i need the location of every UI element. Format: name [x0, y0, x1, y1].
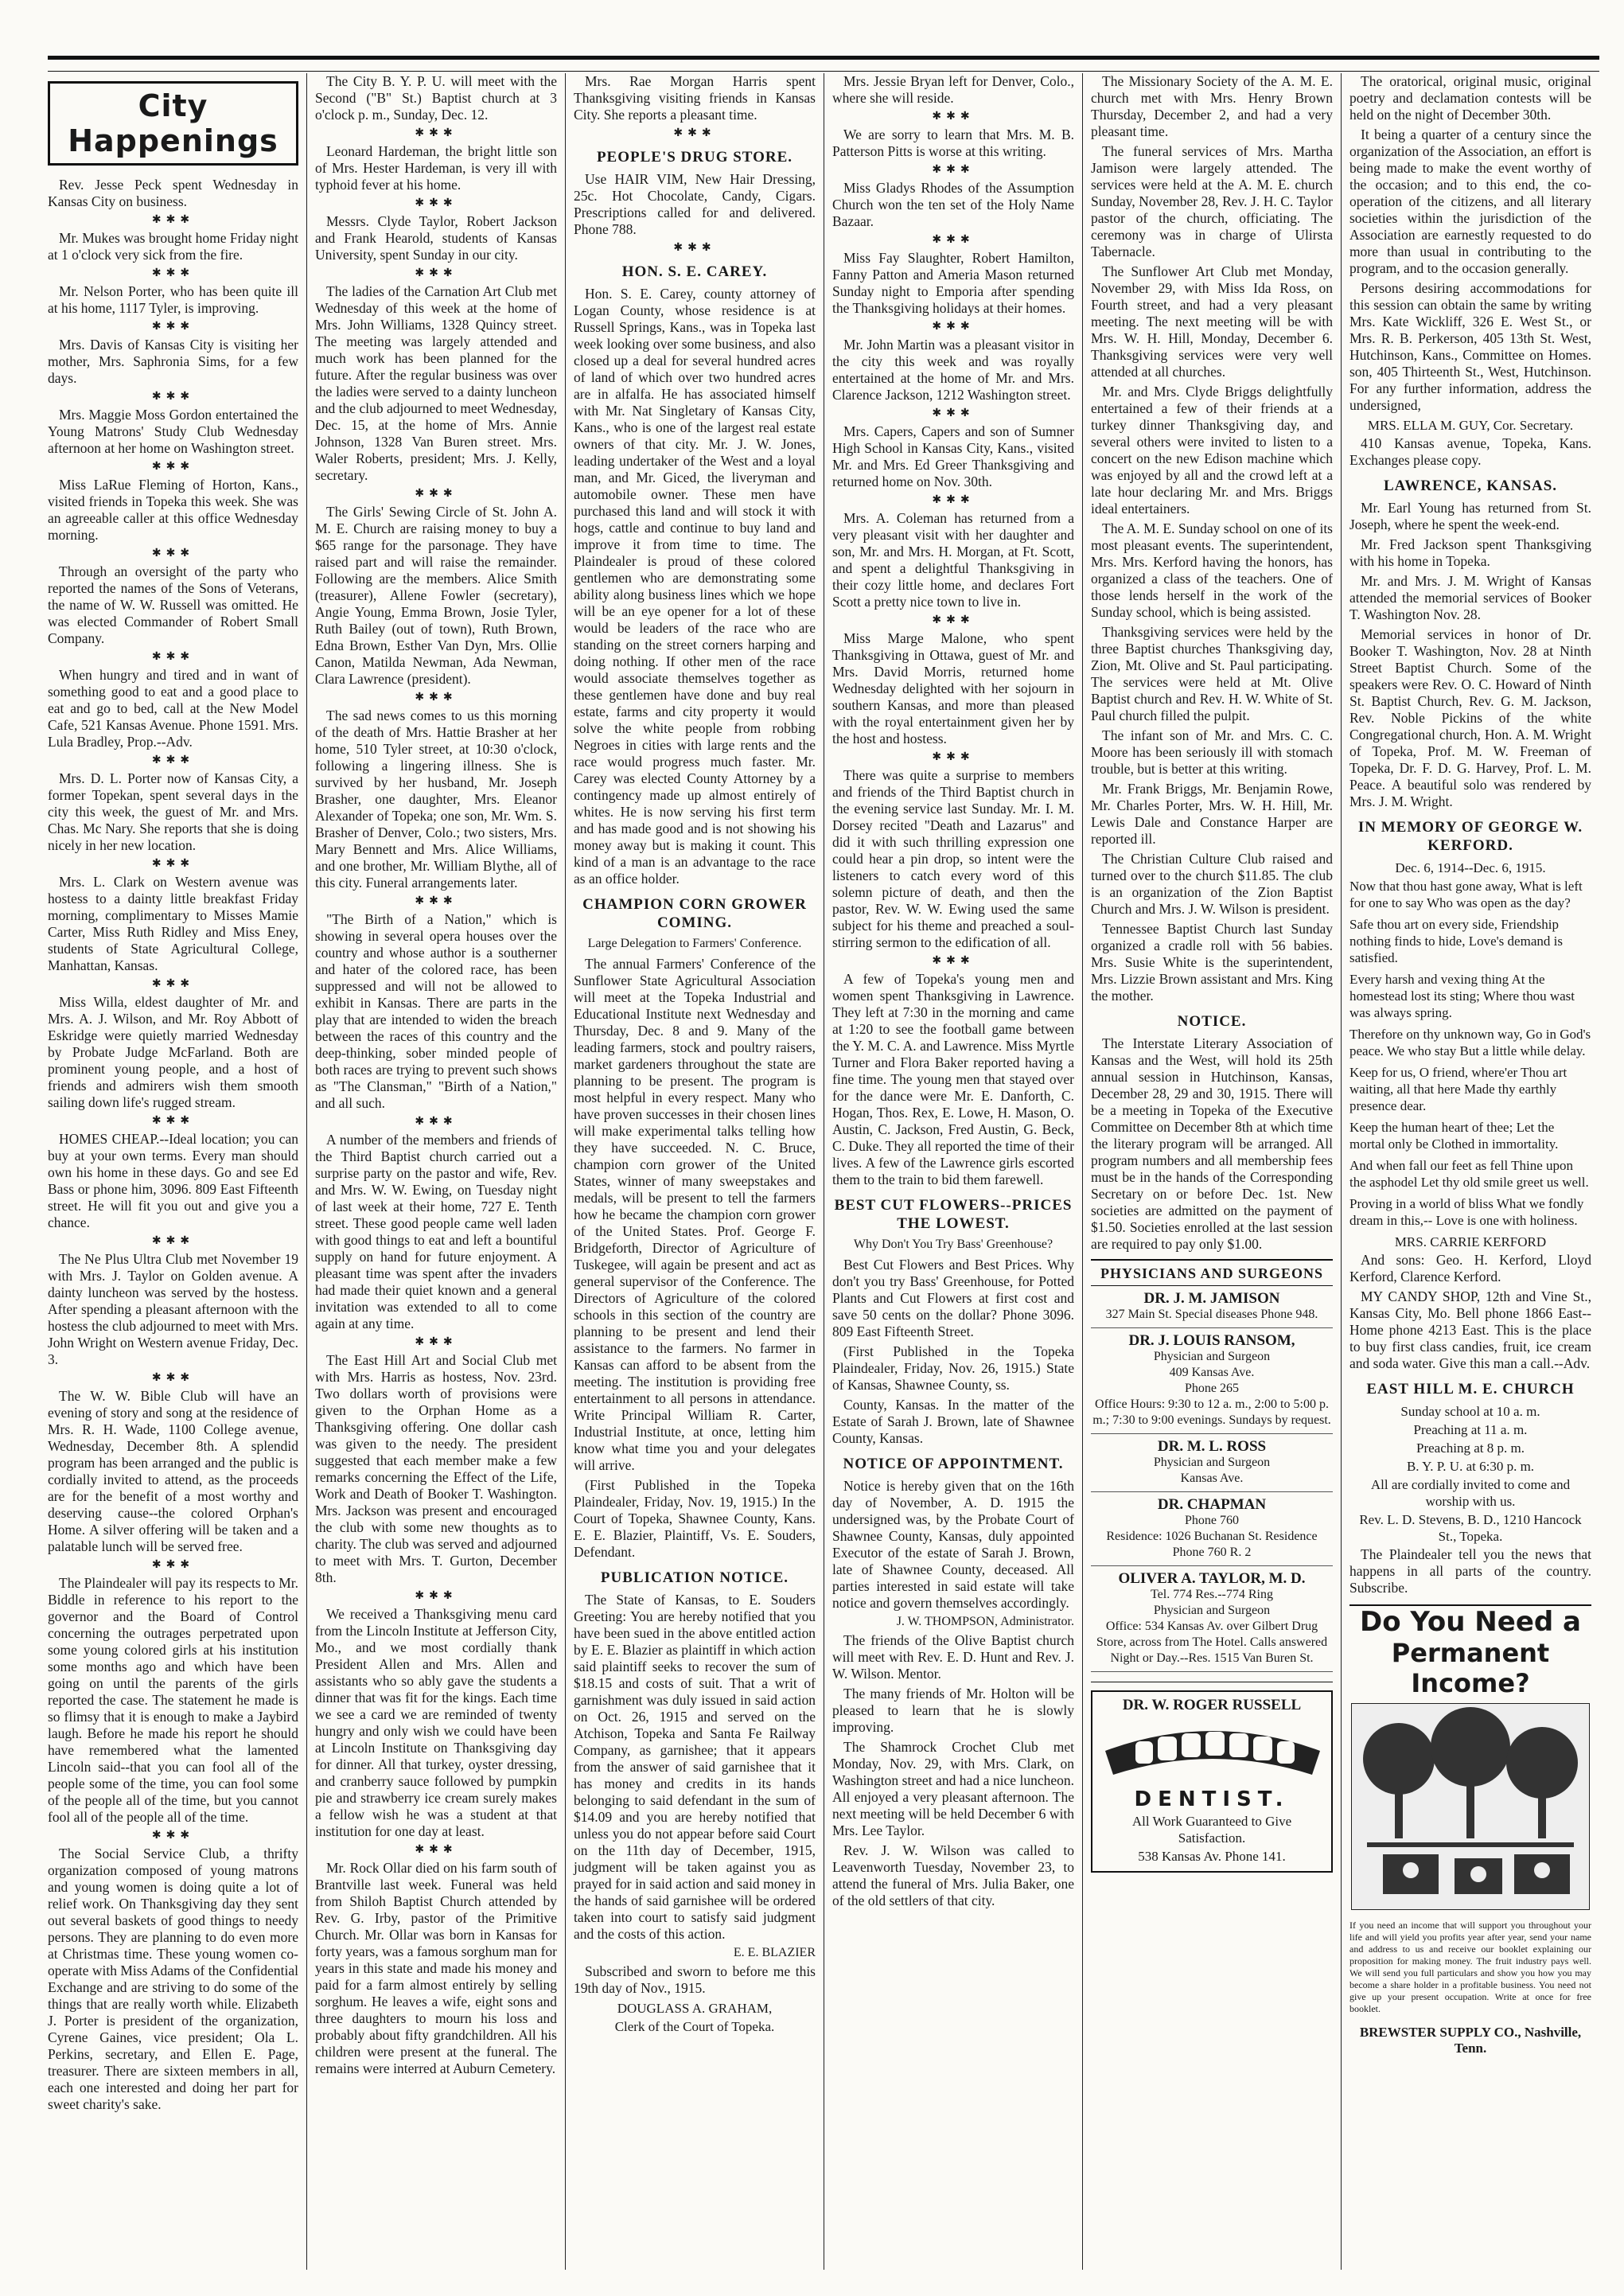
schedule-line: B. Y. P. U. at 6:30 p. m. — [1406, 1459, 1535, 1474]
ornament: ✱✱✱ — [415, 1116, 458, 1128]
article: Mrs. Jessie Bryan left for Denver, Colo., where she will reside. — [832, 73, 1074, 106]
article: There was quite a surprise to members and friends of the Third Baptist church in the evening service last Sunday. Mr. I. M. Dorsey recited "Death and Lazarus" and did it with such thrilling expression one could hear a pin drop, so intent were the listeners to catch every word of this solemn picture of death, and then the pastor, Rev. W. W. Ewing used the same subject for his theme and preached a soul-stirring sermon to the edification of all. — [832, 767, 1074, 950]
ornament: ✱✱✱ — [415, 692, 458, 704]
poem-stanza: Keep for us, O friend, where'er Thou art waiting, all that here Made thy earthly presence dear. — [1349, 1065, 1568, 1113]
article: The W. W. Bible Club will have an evening of story and song at the residence of Mrs. R. H. Wade, 1100 College avenue, Wednesday, December 8th. A splendid program has been arranged and the public is cordially invited to attend, as the proceeds are for the benefit of a most worthy and deserving cause--the colored Orphan's Home. A silver offering will be taken and a palatable lunch will be served free. — [48, 1388, 298, 1554]
article: Mrs. Capers, Capers and son of Sumner High School in Kansas City, Kans., visited Mr. and Mrs. Ed Greer Thanksgiving and returned home on Nov. 30th. — [832, 423, 1074, 489]
ad-company: BREWSTER SUPPLY CO., Nashville, Tenn. — [1359, 2025, 1582, 2056]
legal-notice: The State of Kansas, to E. Souders Greeting: You are hereby notified that you have been sued in the above entitled action by E. E. Blazier as plaintiff in which action said plaintiff seeks to recover the sum of $18.15 and costs of suit. That a writ of garnishment was duly issued in said action on Oct. 26, 1915 and served on the Atchison, Topeka and Santa Fe Railway Company, as garnishee; that it appears from the answer of said garnishee that it has money and credits in its hands belonging to said defendant in the sum of $14.09 and you are hereby notified that unless you do not appear before said Court on the 11th day of December, 1915, judgment will be taken against you as prayed for in said action and said money in the hands of said garnishee will be ordered taken into court to satisfy said judgment and the costs of this action. — [574, 1592, 816, 1942]
ad-text: 538 Kansas Av. Phone 141. — [1138, 1849, 1286, 1864]
physician-detail: Tel. 774 Res.--774 Ring — [1151, 1588, 1273, 1601]
ornament: ✱✱✱ — [415, 1590, 458, 1602]
physician-detail: Phone 760 — [1185, 1514, 1239, 1527]
article: Memorial services in honor of Dr. Booker T. Washington, Nov. 28 at Ninth Street Baptist Church. Some of the speakers were Rev. O. C. Howard of Ninth St. Baptist Church, Rev. G. M. Jackson, Rev. Noble Pickins of the white Congregational church, Hon. A. M. Wright of Topeka, Prof. M. W. Freeman of Topeka, Dr. F. D. G. Harvey, Prof. L. M. Peace. A beautiful solo was rendered by Mrs. J. M. Wright. — [1349, 626, 1591, 809]
ornament: ✱✱✱ — [151, 214, 195, 226]
physician-detail: Physician and Surgeon — [1153, 1456, 1271, 1469]
schedule-line: Rev. L. D. Stevens, B. D., 1210 Hancock St., Topeka. — [1359, 1512, 1582, 1544]
ornament: ✱✱✱ — [932, 751, 975, 763]
article: The Christian Culture Club raised and turned over to the church $11.85. The club is an organization of the Zion Baptist Church and Mrs. J. W. Wilson is president. — [1091, 851, 1333, 917]
signature: MRS. CARRIE KERFORD — [1394, 1234, 1547, 1249]
article: Mr. Frank Briggs, Mr. Benjamin Rowe, Mr. Charles Porter, Mrs. W. H. Hill, Mr. Lewis Dale and Constance Harper are reported ill. — [1091, 781, 1333, 847]
headline: PEOPLE'S DRUG STORE. — [596, 149, 793, 166]
ornament: ✱✱✱ — [415, 895, 458, 907]
article: The annual Farmers' Conference of the Sunflower State Agricultural Association will meet at the Topeka Industrial and Educational Institute next Wednesday and Thursday, Dec. 8 and 9. Many of the leading farmers, stock and poultry raisers, market gardeners throughout the state are planning to be present. The program is most helpful in every respect. Many who have proven successes in their chosen lines will make experimental talks telling how they have succeeded. N. C. Bruce, champion corn grower of the United States, winner of many sweepstakes and medals, will be present to tell the farmers how he became the champion corn grower of the United States. Prof. George F. Bridgeforth, Director of Agriculture of Tuskegee, will again be present and act as general supervisor of the Conference. The Directors of Agriculture of the colored schools in this section of the country are planning to be present and lend their assistance to the farmers. No farmer in Kansas can afford to be absent from the meeting. The institution is providing free entertainment to all persons in attendance. Write Principal William R. Carter, Industrial Institute, at once, letting him know what time you and your delegates will arrive. — [574, 956, 816, 1473]
physician-detail: Office Hours: 9:30 to 12 a. m., 2:00 to 5:00 p. m.; 7:30 to 9:00 evenings. Sundays by request. — [1092, 1397, 1331, 1427]
article: Rev. Jesse Peck spent Wednesday in Kansas City on business. — [48, 177, 298, 209]
schedule-line: All are cordially invited to come and worship with us. — [1370, 1477, 1571, 1509]
article: The Missionary Society of the A. M. E. church met with Mrs. Henry Brown Thursday, December 2, and had a very pleasant time. — [1091, 73, 1333, 139]
poem-stanza: Proving in a world of bliss What we fondly dream in this,-- Love is one with holiness. — [1349, 1196, 1584, 1228]
legal-notice: (First Published in the Topeka Plaindealer, Friday, Nov. 26, 1915.) State of Kansas, Shawnee County, ss. — [832, 1343, 1074, 1393]
headline: NOTICE. — [1177, 1013, 1247, 1030]
physician-detail: 327 Main St. Special diseases Phone 948. — [1105, 1308, 1318, 1321]
article: The funeral services of Mrs. Martha Jamison were largely attended. The services were held at the A. M. E. church Sunday, November 28, Rev. J. H. C. Taylor pastor of the church, officiating. The ceremony was in charge of Ulirsta Tabernacle. — [1091, 143, 1333, 259]
physician-name: DR. J. M. JAMISON — [1143, 1290, 1280, 1307]
legal-notice: Notice is hereby given that on the 16th day of November, A. D. 1915 the undersigned was, by the Probate Court of Shawnee County, Kansas, duly appointed Executor of the estate of Sarah J. Brown, late of Shawnee County, deceased. All parties interested in said estate will take notice and govern themselves accordingly. — [832, 1478, 1074, 1611]
ornament: ✱✱✱ — [932, 407, 975, 419]
article: Mr. Nelson Porter, who has been quite ill at his home, 1117 Tyler, is improving. — [48, 283, 298, 316]
subheadline: Large Delegation to Farmers' Conference. — [587, 937, 802, 950]
article: The Girls' Sewing Circle of St. John A. M. E. Church are raising money to buy a $65 range for the parsonage. They have raised part and will raise the remainder. Following are the members. Alice Smith (treasurer), Allene Fowler (secretary), Angie Young, Emma Brown, Josie Tyler, Ruth Bailey (out of town), Ruth Brown, Edna Brown, Esther Van Dyn, Mrs. Ollie Canon, Matilda Newman, Ada Newman, Clara Lawrence (president). — [315, 504, 557, 687]
article: The infant son of Mr. and Mrs. C. C. Moore has been seriously ill with stomach trouble, but is better at this writing. — [1091, 727, 1333, 777]
article: Leonard Hardeman, the bright little son of Mrs. Hester Hardeman, is very ill with typhoid fever at his home. — [315, 143, 557, 193]
column-2 — [306, 73, 565, 2270]
article: Mrs. Davis of Kansas City is visiting her mother, Mrs. Saphronia Sims, for a few days. — [48, 337, 298, 386]
dates: Dec. 6, 1914--Dec. 6, 1915. — [1395, 860, 1546, 875]
article: Mr. Rock Ollar died on his farm south of Brantville last week. Funeral was held from Shiloh Baptist Church attended by Rev. G. Irby, pastor of the Primitive Church. Mr. Ollar was born in Kansas for forty years, was a famous sorghum man for years in this state and made his money and paid for a farm almost entirely by selling sorghum. He leaves a wife, eight sons and three daughters to mourn his loss and probably about fifty grandchildren. All his children were present at the funeral. The remains were interred at Auburn Cemetery. — [315, 1860, 557, 2076]
ornament: ✱✱✱ — [151, 321, 195, 333]
article: 410 Kansas avenue, Topeka, Kans. Exchanges please copy. — [1349, 435, 1591, 468]
ornament: ✱✱✱ — [932, 614, 975, 626]
ornament: ✱✱✱ — [151, 1115, 195, 1127]
physician-detail: Physician and Surgeon — [1153, 1604, 1271, 1617]
ornament: ✱✱✱ — [932, 111, 975, 123]
poem-stanza: Every harsh and vexing thing At the homestead lost its sting; Where thou wast was always spring. — [1349, 972, 1575, 1020]
poem-stanza: Now that thou hast gone away, What is left for one to say Who was open as the day? — [1349, 879, 1583, 910]
ad-title: DR. W. ROGER RUSSELL — [1122, 1697, 1302, 1713]
article-list — [1349, 73, 1591, 414]
ornament: ✱✱✱ — [932, 955, 975, 967]
article: Miss Marge Malone, who spent Thanksgiving in Ottawa, guest of Mr. and Mrs. David Morris, returned home Wednesday delighted with her sojourn in southern Kansas, and more than pleased with the royal entertainment given her by the host and hostess. — [832, 630, 1074, 746]
newspaper-page — [48, 56, 1599, 2276]
legal-notice: County, Kansas. In the matter of the Estate of Sarah J. Brown, late of Shawnee County, Kansas. — [832, 1397, 1074, 1446]
headline: NOTICE OF APPOINTMENT. — [843, 1456, 1064, 1472]
article: Mr. Fred Jackson spent Thanksgiving with his home in Topeka. — [1349, 536, 1591, 569]
ornament: ✱✱✱ — [151, 858, 195, 870]
article: When hungry and tired and in want of something good to eat and a good place to eat and go to bed, call at the New Model Cafe, 521 Kansas Avenue. Phone 1591. Mrs. Lula Bradley, Prop.--Adv. — [48, 667, 298, 750]
physician-name: DR. J. LOUIS RANSOM, — [1128, 1332, 1295, 1349]
ornament: ✱✱✱ — [932, 494, 975, 506]
article: Mr. and Mrs. Clyde Briggs delightfully entertained a few of their friends at a turkey dinner Thanksgiving day, and several others were invited to listen to a concert on the new Edison machine which was enjoyed by all and the crowd left at a late hour declaring Mr. and Mrs. Briggs ideal entertainers. — [1091, 384, 1333, 517]
article: Best Cut Flowers and Best Prices. Why don't you try Bass' Greenhouse, for Potted Plants and Cut Flowers at first cost and save 50 cents on the dollar? Phone 3096. 809 East Fifteenth Street. — [832, 1257, 1074, 1339]
physician-card — [1091, 1439, 1333, 1492]
headline: IN MEMORY OF GEORGE W. KERFORD. — [1357, 819, 1583, 854]
article: Messrs. Clyde Taylor, Robert Jackson and Frank Hearold, students of Kansas University, spent Sunday in our city. — [315, 213, 557, 263]
orchard-engraving — [1351, 1703, 1590, 1910]
ornament: ✱✱✱ — [415, 488, 458, 500]
article: The ladies of the Carnation Art Club met Wednesday of this week at the home of Mrs. John Williams, 1328 Quincy street. The meeting was largely attended and much work has been planned for the future. After the regular business was over the ladies were served to a dainty luncheon and the club adjourned to meet Wednesday, Dec. 15, at the home of Mrs. Annie Johnson, 1328 Van Buren street. Mrs. Waler Roberts, president; Mrs. J. Kelly, secretary. — [315, 283, 557, 483]
ornament: ✱✱✱ — [415, 1844, 458, 1856]
signature: MRS. ELLA M. GUY, Cor. Secretary. — [1367, 418, 1574, 433]
article: Mrs. L. Clark on Western avenue was hostess to a dainty little breakfast Friday morning, complimentary to Misses Mamie Carter, Miss Ruth Ridley and Miss Eney, students of State Agricultural College, Manhattan, Kansas. — [48, 874, 298, 973]
article: We are sorry to learn that Mrs. M. B. Patterson Pitts is worse at this writing. — [832, 127, 1074, 159]
article: The sad news comes to us this morning of the death of Mrs. Hattie Brasher at her home, 510 Tyler street, at 10:30 o'clock, following a lingering illness. She is survived by her husband, Mr. Joseph Brasher, one daughter, Mrs. Eleanor Alexander of Topeka; one son, Mr. Wm. S. Brasher of Denver, Colo.; two sisters, Mrs. Mary Bennett and Mrs. Alice Williams, and one brother, Mr. William Blythe, all of this city. Funeral arrangements later. — [315, 708, 557, 891]
article-list — [1349, 500, 1591, 810]
article: The many friends of Mr. Holton will be pleased to learn that he is slowly improving. — [832, 1686, 1074, 1735]
article-list — [1091, 73, 1333, 1004]
legal-notice: Subscribed and sworn to before me this 19th day of Nov., 1915. — [574, 1963, 816, 1996]
article-list — [832, 73, 1074, 1188]
article: Tennessee Baptist Church last Sunday organized a cradle roll with 56 babies. Mrs. Susie White is the superintendent, Mrs. Lizzie Brown assistant and Mrs. King the mother. — [1091, 921, 1333, 1004]
physician-detail: Physician and Surgeon — [1153, 1350, 1271, 1363]
physician-name: OLIVER A. TAYLOR, M. D. — [1118, 1570, 1306, 1587]
ornament: ✱✱✱ — [932, 321, 975, 333]
ornament: ✱✱✱ — [415, 127, 458, 139]
ad-text: All Work Guaranteed to Give Satisfaction. — [1131, 1814, 1292, 1846]
subheadline: Why Don't You Try Bass' Greenhouse? — [853, 1238, 1053, 1251]
article: The Sunflower Art Club met Monday, November 29, with Miss Ida Ross, on Fourth street, and had a very pleasant meeting. The next meeting will be with Mrs. W. H. Hill, Monday, December 6. Thanksgiving services were very well attended at all churches. — [1091, 263, 1333, 380]
article: Rev. J. W. Wilson was called to Leavenworth Tuesday, November 23, to attend the funeral of Mrs. Julia Baker, one of the old settlers of that city. — [832, 1842, 1074, 1908]
article: Miss Fay Slaughter, Robert Hamilton, Fanny Patton and Ameria Mason returned Sunday night to Emporia after spending the Thanksgiving holidays at their homes. — [832, 250, 1074, 316]
teeth-illustration — [1097, 1719, 1328, 1783]
article: A number of the members and friends of the Third Baptist church carried out a surprise party on the pastor and wife, Rev. and Mrs. W. W. Ewing, on Tuesday night of last week at their home, 727 E. Tenth street. These good people came well laden with good things to eat and left a bountiful supply on hand for future enjoyment. A pleasant time was spent after the invaders had made their quiet known and a general invitation was extended to all to come again at any time. — [315, 1132, 557, 1331]
physician-detail: 409 Kansas Ave. — [1169, 1366, 1255, 1379]
schedule-line: Preaching at 8 p. m. — [1416, 1440, 1525, 1456]
article: The A. M. E. Sunday school on one of its most pleasant events. The superintendent, Mrs. Mrs. Kerford having the honors, has organized a class of the teachers. One of those lends herself in the work of the Sunday school, which is being assisted. — [1091, 520, 1333, 620]
column-3 — [565, 73, 824, 2270]
headline: EAST HILL M. E. CHURCH — [1366, 1381, 1575, 1397]
signature: Clerk of the Court of Topeka. — [614, 2019, 775, 2034]
article: The East Hill Art and Social Club met with Mrs. Harris as hostess, Nov. 23rd. Two dollars worth of provisions were given to the Orphan Home as a Thanksgiving offering. One dollar cash was given to the needy. The president suggested that each member make a few remarks concerning the Effect of the Life, Work and Death of Booker T. Washington. Mrs. Jackson was present and encouraged the club with some new thoughts as to charity. The club was served and adjourned to meet with Mrs. T. Gurton, December 8th. — [315, 1352, 557, 1585]
article: Miss LaRue Fleming of Horton, Kans., visited friends in Topeka this week. She was an agreeable caller at this office Wednesday morning. — [48, 477, 298, 543]
ornament: ✱✱✱ — [151, 978, 195, 990]
top-rule — [48, 56, 1599, 72]
ornament: ✱✱✱ — [151, 548, 195, 559]
income-ad — [1349, 1604, 1591, 2056]
signature: DOUGLASS A. GRAHAM, — [617, 2001, 773, 2016]
ornament: ✱✱✱ — [151, 754, 195, 766]
ad-heading: Permanent Income? — [1391, 1638, 1550, 1698]
headline: HON. S. E. CAREY. — [621, 263, 768, 280]
physicians-directory — [1091, 1259, 1333, 1682]
poem-stanza: Safe thou art on every side, Friendship nothing finds to hide, Love's demand is satisfied. — [1349, 917, 1563, 965]
physician-card — [1091, 1571, 1333, 1672]
advertisement: MY CANDY SHOP, 12th and Vine St., Kansas City, Mo. Bell phone 1866 East--Home phone 4213 East. This is the place to buy first class candies, fruit, ice cream and soda water. Give this man a call.--Adv. — [1349, 1288, 1591, 1371]
ad-fine-print: If you need an income that will support you throughout your life and will yield you profits year after year, send your name and address to us and receive our booklet explaining our proposition for making money. The fruit industry pays well. We will send you full particulars and show you how you may become a share holder in a profitable business. You need not give up your present occupation. Write at once for free booklet. — [1349, 1920, 1591, 2014]
columns — [48, 73, 1599, 2270]
schedule-line: Preaching at 11 a. m. — [1413, 1422, 1528, 1437]
article: The Plaindealer tell you the news that happens in all parts of the country. Subscribe. — [1349, 1546, 1591, 1596]
physician-card — [1091, 1333, 1333, 1434]
headline: BEST CUT FLOWERS--PRICES THE LOWEST. — [834, 1197, 1073, 1232]
article: Miss Gladys Rhodes of the Assumption Church won the ten set of the Holy Name Bazaar. — [832, 180, 1074, 229]
article: Use HAIR VIM, New Hair Dressing, 25c. Hot Chocolate, Candy, Cigars. Prescriptions called for and delivered. Phone 788. — [574, 171, 816, 237]
article: Hon. S. E. Carey, county attorney of Logan County, whose residence is at Russell Springs, Kans., was in Topeka last week looking over some business, and also closed up a deal for several hundred acres of land of which over two hundred acres are in alfalfa. He has associated himself with Mr. Nat Singletary of Kansas City, Kans., who is one of the largest real estate owners of that city. Mr. J. W. Jones, leading undertaker of the West and a loyal man, and Mr. Giced, the liveryman and automobile owner. These men have purchased this land and will stock it with hogs, cattle and continue to buy land and improve it from time to time. The Plaindealer is proud of these colored gentlemen who are demonstrating some ability along business lines which we hope will be an eye opener for a lot of these would be leaders of the race who are standing on the street corners harping and doing nothing. If other men of the race would associate themselves together as these gentlemen have done and buy real estate, farms and city property it would solve the white people from robbing Negroes in cities with large rents and the race would progress much faster. Mr. Carey was elected County Attorney by a contingency made up almost entirely of whites. He is now serving his first term and has made good and is not showing his money away but is making it count. This kind of a man is an advantage to the race as an office holder. — [574, 286, 816, 887]
article: Mrs. A. Coleman has returned from a very pleasant visit with her daughter and son, Mr. and Mrs. H. Morgan, at Ft. Scott, and spent a delightful Thanksgiving in their cozy little home, and declares Fort Scott a pretty nice town to live in. — [832, 510, 1074, 610]
article: It being a quarter of a century since the organization of the Association, an effort is being made to make the event worthy of the occasion; and to this end, the co-operation of the citizens, and all literary societies within the jurisdiction of the Association are earnestly requested to do more than usual in contributing to the program, and to the occasion generally. — [1349, 127, 1591, 276]
ornament: ✱✱✱ — [151, 267, 195, 279]
column-4 — [824, 73, 1082, 2270]
physician-name: DR. M. L. ROSS — [1157, 1438, 1267, 1455]
church-schedule — [1349, 1403, 1591, 1545]
article: The Ne Plus Ultra Club met November 19 with Mrs. J. Taylor on Golden avenue. A dainty luncheon was served by the hostess. After spending a pleasant afternoon with the hostess the club adjourned to meet with Mrs. John Wright on Western avenue Friday, Dec. 3. — [48, 1251, 298, 1367]
article: The Shamrock Crochet Club met Monday, Nov. 29, with Mrs. Clark, on Washington street and had a nice luncheon. All enjoyed a very pleasant afternoon. The next meeting will be held December 6 with Mrs. Lee Taylor. — [832, 1739, 1074, 1838]
physician-name: DR. CHAPMAN — [1157, 1496, 1267, 1513]
section-title: PHYSICIANS AND SURGEONS — [1091, 1265, 1333, 1286]
article: We received a Thanksgiving menu card from the Lincoln Institute at Jefferson City, Mo., and we most cordially thank President Allen and Mrs. Allen and assistants who so ably gave the students a dinner that was fit for the kings. Each time we see a card we are reminded of twenty hungry and only wish we could have been at Lincoln Institute on Thanksgiving day for dinner. All that turkey, oyster dressing, and cranberry sauce followed by pumpkin pie and strawberry ice cream surely makes a fellow wish he was a student at that institution for one day at least. — [315, 1606, 557, 1839]
card-list — [1091, 1291, 1333, 1672]
headline: PUBLICATION NOTICE. — [600, 1569, 789, 1586]
poem-stanza: And when fall our feet as fell Thine upon the asphodel Let thy old smile greet us well. — [1349, 1158, 1589, 1190]
signature: E. E. BLAZIER — [733, 1946, 816, 1959]
dentist-ad — [1091, 1690, 1333, 1873]
ornament: ✱✱✱ — [151, 391, 195, 403]
headline: CHAMPION CORN GROWER COMING. — [582, 896, 807, 931]
article: The friends of the Olive Baptist church will meet with Rev. E. D. Hunt and Rev. J. W. Wilson. Mentor. — [832, 1632, 1074, 1682]
article: And sons: Geo. H. Kerford, Lloyd Kerford, Clarence Kerford. — [1349, 1252, 1591, 1284]
ornament: ✱✱✱ — [932, 234, 975, 246]
ornament: ✱✱✱ — [673, 242, 716, 254]
article: Mrs. D. L. Porter now of Kansas City, a former Topekan, spent several days in the city this week, the guest of Mr. and Mrs. Chas. Mc Nary. She reports that she is doing nicely in her new location. — [48, 770, 298, 853]
article: The Plaindealer will pay its respects to Mr. Biddle in reference to his report to the governor and the Board of Control concerning the outrages perpetrated upon some young colored girls at his institution some months ago and which have been going on until the parents of the girls reported the case. The statement he made is so flimsy that it is enough to make a Jaybird laugh. Before he made his report he should have remembered what the lamented Lincoln said--that you can fool all of the people some of the time, you can fool some of the people all of the time, but you cannot fool all of the people all of the time. — [48, 1575, 298, 1825]
physician-detail: Phone 265 — [1185, 1382, 1239, 1395]
article: The oratorical, original music, original poetry and declamation contests will be held on the night of December 30th. — [1349, 73, 1591, 123]
article: The Interstate Literary Association of Kansas and the West, will hold its 25th annual session in Hutchinson, Kansas, December 28, 29 and 30, 1915. There will be a meeting in Topeka of the Executive Committee on December 8th at which time the literary program will be arranged. All program numbers and all membership fees must be in the hands of the Corresponding Secretary on or before Dec. 1st. New societies are admitted on the payment of $1.50. Societies enrolled at the last session are required to pay only $1.00. — [1091, 1035, 1333, 1252]
ornament: ✱✱✱ — [151, 461, 195, 473]
article: Mr. John Martin was a pleasant visitor in the city this week and was royally entertained at the home of Mr. and Mrs. Clarence Jackson, 1212 Washington street. — [832, 337, 1074, 403]
physician-detail: Kansas Ave. — [1180, 1472, 1244, 1485]
physician-card — [1091, 1497, 1333, 1566]
article: Mr. and Mrs. J. M. Wright of Kansas attended the memorial services of Booker T. Washington Nov. 28. — [1349, 573, 1591, 622]
ornament: ✱✱✱ — [151, 1559, 195, 1571]
article: Miss Willa, eldest daughter of Mr. and Mrs. A. J. Wilson, and Mr. Roy Abbott of Eskridge were quietly married Wednesday by Probate Judge McFarland. Both are prominent young people, and a host of friends and admirers wish them smooth sailing down life's rugged stream. — [48, 994, 298, 1110]
article: Mr. Mukes was brought home Friday night at 1 o'clock very sick from the fire. — [48, 230, 298, 263]
ad-heading: Do You Need a — [1359, 1606, 1581, 1638]
schedule-line: Sunday school at 10 a. m. — [1400, 1404, 1540, 1419]
ad-heading: DENTIST. — [1134, 1787, 1290, 1811]
article: A few of Topeka's young men and women spent Thanksgiving in Lawrence. They left at 7:30 in the morning and came at 1:20 to see the football game between the Y. M. C. A. and Lawrence. Miss Myrtle Turner and Flora Baker reported having a fine time. The young men that stayed over for the dance were Mr. E. Danforth, C. Hogan, Thos. Rex, E. Lowe, H. Mason, O. Austin, C. Jackson, Fred Austin, G. Beck, C. Duke. They all reported the time of their lives. A few of the Lawrence girls escorted them to the train to bid them farewell. — [832, 971, 1074, 1187]
physician-detail: Residence: 1026 Buchanan St. Residence Phone 760 R. 2 — [1106, 1530, 1318, 1559]
ornament: ✱✱✱ — [932, 164, 975, 176]
column-6 — [1341, 73, 1599, 2270]
article: The City B. Y. P. U. will meet with the Second ("B" St.) Baptist church at 3 o'clock p. m., Sunday, Dec. 12. — [315, 73, 557, 123]
article: The Social Service Club, a thrifty organization composed of young matrons and young women is doing quite a lot of relief work. On Thanksgiving day they sent out several baskets of good things to needy persons. They are planning to do even more at Christmas time. These young women co-operate with Miss Adams of the Confidential Exchange and are striving to do some of the things that are really worth while. Elizabeth J. Porter is president of the organization, Cyrene Gaines, vice president; Ola L. Perkins, secretary, and Ellen E. Page, treasurer. There are sixteen members in all, each one interested and doing her part for sweet charity's sake. — [48, 1846, 298, 2112]
headline: LAWRENCE, KANSAS. — [1383, 478, 1558, 494]
poem-stanza: Therefore on thy unknown way, Go in God's peace. We who stay But a little while delay. — [1349, 1027, 1591, 1058]
physician-card — [1091, 1291, 1333, 1328]
column-1 — [48, 73, 306, 2270]
ornament: ✱✱✱ — [151, 1235, 195, 1247]
article: Thanksgiving services were held by the three Baptist churches Thanksgiving day, Zion, Mt. Olive and St. Paul participating. The services were held at Mt. Olive Baptist church and Rev. H. W. White of St. Paul church filled the pulpit. — [1091, 624, 1333, 723]
masthead: City Happenings — [48, 81, 298, 166]
physician-detail: Office: 534 Kansas Av. over Gilbert Drug Store, across from The Hotel. Calls answered Night or Day.--Res. 1515 Van Buren St. — [1096, 1620, 1328, 1665]
ornament: ✱✱✱ — [415, 267, 458, 279]
poem — [1349, 878, 1591, 1229]
ornament: ✱✱✱ — [151, 1372, 195, 1384]
ornament: ✱✱✱ — [415, 1336, 458, 1348]
poem-stanza: Keep the human heart of thee; Let the mortal only be Clothed in immortality. — [1349, 1120, 1559, 1152]
article: Through an oversight of the party who reported the names of the Sons of Veterans, the name of W. W. Russell was omitted. He was elected Commander of Robert Small Company. — [48, 563, 298, 646]
ornament: ✱✱✱ — [151, 651, 195, 663]
article: Mrs. Rae Morgan Harris spent Thanksgiving visiting friends in Kansas City. She reports a pleasant time. — [574, 73, 816, 123]
article: "The Birth of a Nation," which is showing in several opera houses over the country and whose author is a southerner and hater of the colored race, has been suppressed and will not be allowed to exhibit in Kansas. There are parts in the play that are intended to widen the breach between the races of this country and the deep-thinking, sober minded people of both races are trying to prevent such shows as "The Clansman," "Birth of a Nation," and all such. — [315, 911, 557, 1111]
ornament: ✱✱✱ — [673, 127, 716, 139]
article: HOMES CHEAP.--Ideal location; you can buy at your own terms. Every man should own his home in these days. Go and see Ed Bass or phone him, 3096. 809 East Fifteenth street. He will fit you out and give you a chance. — [48, 1131, 298, 1230]
legal-notice: (First Published in the Topeka Plaindealer, Friday, Nov. 19, 1915.) In the Court of Topeka, Shawnee County, Kans. E. E. Blazier, Plaintiff, Vs. E. Souders, Defendant. — [574, 1477, 816, 1560]
signature: J. W. THOMPSON, Administrator. — [896, 1615, 1074, 1628]
article: Mr. Earl Young has returned from St. Joseph, where he spent the week-end. — [1349, 500, 1591, 532]
column-5 — [1082, 73, 1341, 2270]
article: Persons desiring accommodations for this session can obtain the same by writing Mrs. Kate Wickliff, 326 E. West St., or Mrs. R. B. Perkerson, 405 13th St. West, Hutchinson, Kans., Committee on Homes. son, 405 Thirteenth St., West, Hutchinson. For any further information, address the undersigned, — [1349, 280, 1591, 413]
ornament: ✱✱✱ — [151, 1830, 195, 1842]
ornament: ✱✱✱ — [415, 197, 458, 209]
article-list — [832, 1632, 1074, 1909]
article: Mrs. Maggie Moss Gordon entertained the Young Matrons' Study Club Wednesday afternoon at her home on Washington street. — [48, 407, 298, 456]
